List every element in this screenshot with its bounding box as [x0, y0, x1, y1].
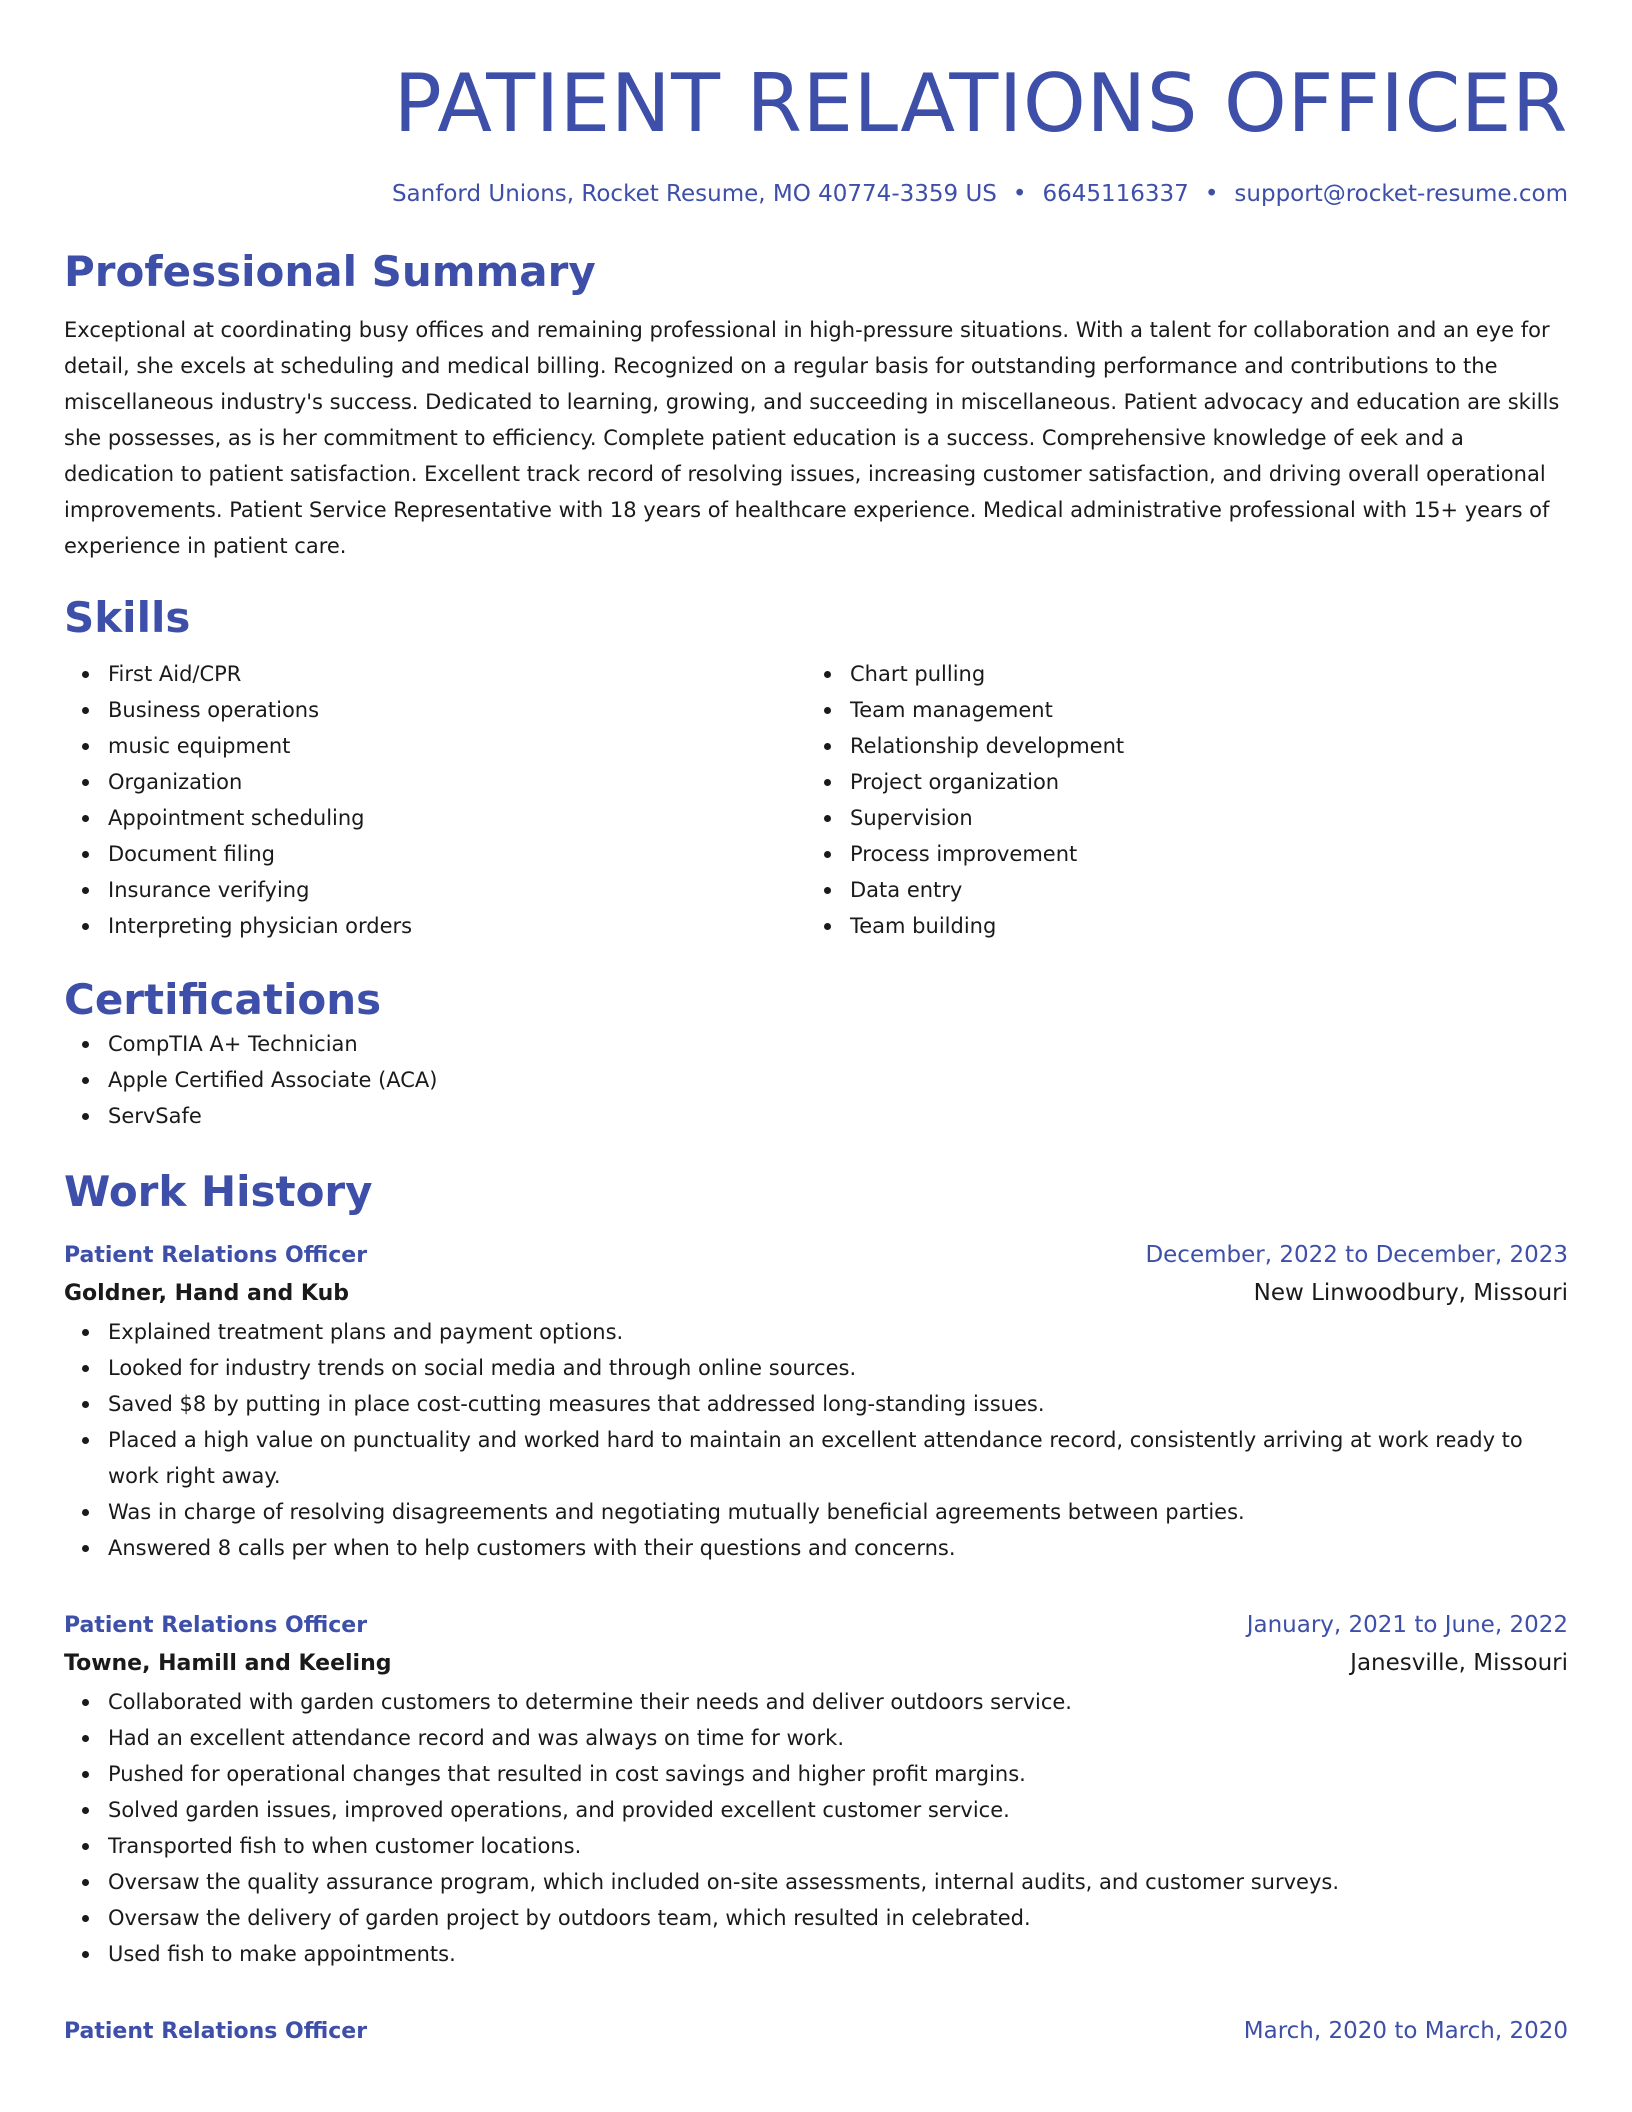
job-entry	[64, 1608, 1568, 1972]
job-bullet: Collaborated with garden customers to determine their needs and deliver outdoors service.	[64, 1684, 1568, 1720]
skill-item: First Aid/CPR	[64, 656, 806, 692]
skill-item: Business operations	[64, 692, 806, 728]
skills-heading: Skills	[64, 593, 191, 642]
skill-item: Team building	[806, 908, 1548, 944]
certification-item: ServSafe	[64, 1098, 1568, 1134]
job-bullet: Used fish to make appointments.	[64, 1936, 1568, 1972]
skill-item: Relationship development	[806, 728, 1548, 764]
resume-page	[64, 0, 1568, 2049]
skill-item: Chart pulling	[806, 656, 1548, 692]
job-company: Towne, Hamill and Keeling	[64, 1651, 392, 1676]
job-dates: March, 2020 to March, 2020	[1243, 2018, 1568, 2044]
job-bullet: Oversaw the quality assurance program, which included on-site assessments, internal audits, and customer surveys.	[64, 1864, 1568, 1900]
skills-column-right	[806, 656, 1548, 944]
skill-item: Process improvement	[806, 836, 1548, 872]
contact-phone: 6645116337	[1042, 181, 1189, 207]
certifications-heading: Certifications	[64, 975, 382, 1024]
skill-item: Appointment scheduling	[64, 800, 806, 836]
job-location: New Linwoodbury, Missouri	[1253, 1280, 1568, 1306]
skill-item: Team management	[806, 692, 1548, 728]
job-entry	[64, 2014, 1568, 2049]
summary-text: Exceptional at coordinating busy offices and remaining professional in high-pressure situations. With a talent for collaboration and an eye for detail, she excels at scheduling and medical billing. Recognized on a regular basis for outstanding performance and contributions to the miscellaneous industry's success. Dedicated to learning, growing, and succeeding in miscellaneous. Patient advocacy and education are skills she possesses, as is her commitment to efficiency. Complete patient education is a success. Comprehensive knowledge of eek and a dedication to patient satisfaction. Excellent track record of resolving issues, increasing customer satisfaction, and driving overall operational improvements. Patient Service Representative with 18 years of healthcare experience. Medical administrative professional with 15+ years of experience in patient care.	[64, 318, 1560, 558]
contact-separator: •	[1012, 181, 1027, 207]
job-title: Patient Relations Officer	[64, 1613, 368, 1638]
job-company-row	[64, 1643, 1568, 1684]
job-bullet: Answered 8 calls per when to help customers with their questions and concerns.	[64, 1530, 1568, 1566]
certification-item: CompTIA A+ Technician	[64, 1026, 1568, 1062]
job-entry	[64, 1238, 1568, 1566]
contact-address: Sanford Unions, Rocket Resume, MO 40774-3359 US	[391, 181, 997, 207]
job-bullet: Was in charge of resolving disagreements and negotiating mutually beneficial agreements between parties.	[64, 1494, 1568, 1530]
work-history-heading: Work History	[64, 1167, 373, 1216]
resume-name: PATIENT RELATIONS OFFICER	[393, 57, 1568, 150]
job-title: Patient Relations Officer	[64, 1243, 368, 1268]
skills-column-left	[64, 656, 806, 944]
job-header-row	[64, 1608, 1568, 1643]
skills-grid	[64, 656, 1568, 944]
contact-line	[64, 178, 1568, 210]
certifications-list	[64, 1026, 1568, 1134]
skill-item: music equipment	[64, 728, 806, 764]
contact-email: support@rocket-resume.com	[1234, 181, 1568, 207]
job-location: Janesville, Missouri	[1350, 1650, 1568, 1676]
job-dates: December, 2022 to December, 2023	[1145, 1242, 1568, 1268]
job-dates: January, 2021 to June, 2022	[1246, 1612, 1568, 1638]
contact-separator: •	[1204, 181, 1219, 207]
job-bullets	[64, 1684, 1568, 1972]
skill-item: Supervision	[806, 800, 1548, 836]
skills-list-left	[64, 656, 806, 944]
job-company-row	[64, 1273, 1568, 1314]
skill-item: Data entry	[806, 872, 1548, 908]
job-title: Patient Relations Officer	[64, 2019, 368, 2044]
job-bullet: Oversaw the delivery of garden project by outdoors team, which resulted in celebrated.	[64, 1900, 1568, 1936]
skill-item: Document filing	[64, 836, 806, 872]
certification-item: Apple Certified Associate (ACA)	[64, 1062, 1568, 1098]
job-bullet: Saved $8 by putting in place cost-cutting measures that addressed long-standing issues.	[64, 1386, 1568, 1422]
job-header-row	[64, 2014, 1568, 2049]
skill-item: Interpreting physician orders	[64, 908, 806, 944]
job-header-row	[64, 1238, 1568, 1273]
summary-heading: Professional Summary	[64, 247, 596, 296]
job-company: Goldner, Hand and Kub	[64, 1281, 349, 1306]
skills-list-right	[806, 656, 1548, 944]
job-bullet: Looked for industry trends on social media and through online sources.	[64, 1350, 1568, 1386]
job-bullet: Solved garden issues, improved operations, and provided excellent customer service.	[64, 1792, 1568, 1828]
job-bullets	[64, 1314, 1568, 1566]
job-bullet: Pushed for operational changes that resulted in cost savings and higher profit margins.	[64, 1756, 1568, 1792]
skill-item: Insurance verifying	[64, 872, 806, 908]
job-bullet: Placed a high value on punctuality and worked hard to maintain an excellent attendance record, consistently arriving at work ready to work right away.	[64, 1422, 1568, 1494]
job-bullet: Explained treatment plans and payment options.	[64, 1314, 1568, 1350]
job-bullet: Had an excellent attendance record and was always on time for work.	[64, 1720, 1568, 1756]
job-bullet: Transported fish to when customer locations.	[64, 1828, 1568, 1864]
skill-item: Project organization	[806, 764, 1548, 800]
skill-item: Organization	[64, 764, 806, 800]
